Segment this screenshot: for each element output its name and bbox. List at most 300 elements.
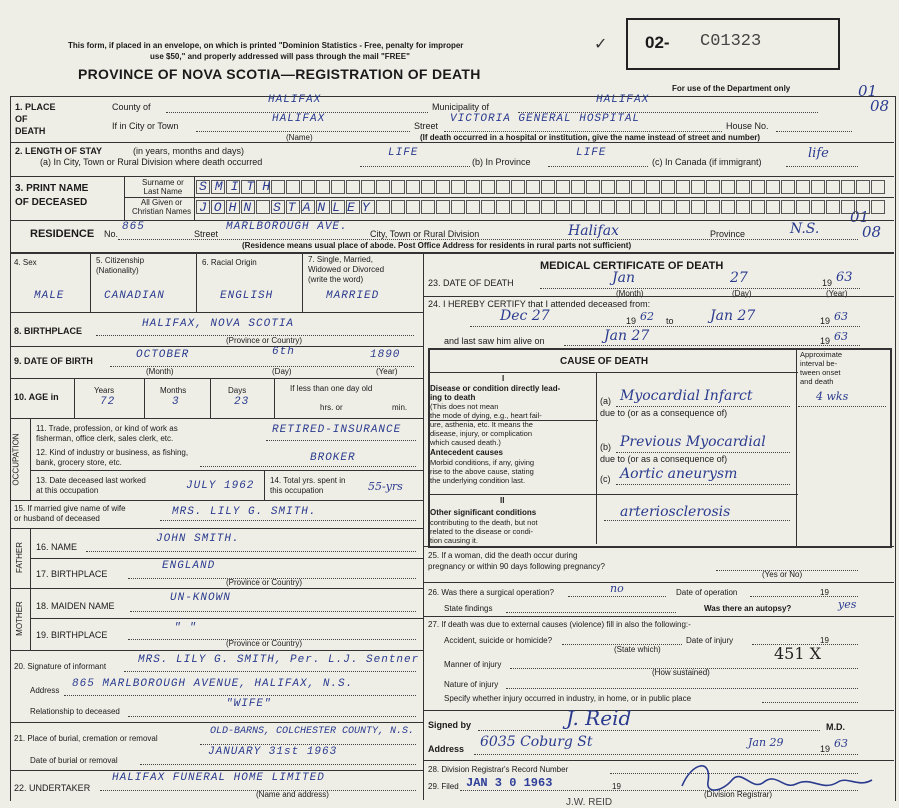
q14-label: 14. Total yrs. spent in this occupation (270, 476, 346, 495)
divider (10, 722, 423, 723)
manner-code: 451 X (774, 644, 822, 663)
name-letter-cell (331, 180, 345, 194)
filed-stamp: JAN 3 0 1963 (466, 776, 553, 790)
dob-month: OCTOBER (136, 349, 190, 361)
divider (10, 378, 423, 379)
sex-label: 4. Sex (14, 258, 37, 267)
divider (30, 558, 423, 559)
dept-code-3: 01 (850, 208, 870, 226)
sex-value: MALE (34, 290, 65, 302)
name-letter-cell (751, 180, 765, 194)
name-letter-cell (421, 180, 435, 194)
disease-label: Disease or condition directly lead- ing to death (430, 384, 561, 402)
name-letter-cell (646, 180, 660, 194)
divider (10, 418, 423, 419)
name-letter-cell (391, 200, 405, 214)
name-letter-cell (511, 180, 525, 194)
residence-province-label: Province (710, 229, 746, 239)
divider (30, 470, 423, 471)
checkmark-icon: ✓ (594, 36, 608, 53)
divider (144, 378, 145, 418)
birthplace-label: 8. BIRTHPLACE (14, 326, 83, 336)
q12-line (200, 466, 416, 467)
age-months: 3 (172, 396, 180, 408)
hospital-note: (If death occurred in a hospital or institution, give the name instead of street and number) (420, 133, 761, 142)
residence-city-label: City, Town or Rural Division (370, 229, 480, 239)
name-letter-cell (451, 180, 465, 194)
name-letter-cell (811, 180, 825, 194)
hrs-label: hrs. or (320, 403, 343, 412)
name-letter-cell (541, 200, 555, 214)
q22-label: 22. UNDERTAKER (14, 783, 91, 793)
divider (264, 470, 265, 500)
dob-label: 9. DATE OF BIRTH (14, 356, 93, 366)
divider (74, 378, 75, 418)
q26-label: 26. Was there a surgical operation? (428, 588, 554, 597)
divider (124, 176, 125, 220)
due-to-b-label: due to (or as a consequence of) (600, 454, 728, 464)
q18-value: UN-KNOWN (170, 592, 231, 604)
q17-caption: (Province or Country) (226, 578, 303, 587)
divider (423, 710, 894, 711)
cause-title: CAUSE OF DEATH (560, 356, 649, 367)
name-letter-cell (421, 200, 435, 214)
street-line (444, 131, 722, 132)
name-letter-cell (571, 180, 585, 194)
name-letter-cell (766, 200, 780, 214)
injury-date-label: Date of injury (686, 636, 734, 645)
surname-value: SMITH (199, 179, 279, 194)
relationship-line (128, 716, 416, 717)
stay-canada-line (786, 166, 858, 167)
city-line (196, 131, 410, 132)
q13-value: JULY 1962 (186, 480, 255, 492)
name-letter-cell (286, 180, 300, 194)
street-label: Street (414, 121, 439, 131)
county-value: HALIFAX (268, 94, 322, 106)
op-date-label: Date of operation (676, 588, 738, 597)
name-letter-cell (631, 200, 645, 214)
name-letter-cell (661, 200, 675, 214)
less-than-day-label: If less than one day old (290, 384, 373, 393)
q19-caption: (Province or Country) (226, 639, 303, 648)
form-number: C01323 (700, 32, 762, 51)
injury-date-prefix: 19 (820, 636, 829, 645)
cause-a-interval: 4 wks (816, 390, 849, 403)
dob-day: 6th (272, 346, 295, 358)
name-letter-cell (811, 200, 825, 214)
name-letter-cell (631, 180, 645, 194)
age-days: 23 (234, 396, 250, 408)
divider (10, 500, 423, 501)
divider (274, 378, 275, 418)
q24-to-label: to (666, 316, 674, 326)
house-no-line (776, 131, 852, 132)
sign-year: 63 (834, 737, 848, 750)
divider (10, 312, 423, 313)
name-letter-cell (721, 200, 735, 214)
name-letter-cell (706, 180, 720, 194)
given-names-label: All Given or Christian Names (132, 198, 192, 216)
cause-c-label: (c) (600, 474, 611, 484)
registrar-caption: (Division Registrar) (704, 790, 773, 799)
signed-line (478, 730, 820, 731)
name-letter-cell (346, 180, 360, 194)
registrar-signature (672, 752, 892, 805)
name-letter-cell (496, 180, 510, 194)
years-label: Years (94, 386, 115, 395)
racial-origin-value: ENGLISH (220, 290, 274, 302)
print-name-label: 3. PRINT NAME OF DECEASED (15, 183, 89, 208)
informant-address: 865 MARLBOROUGH AVENUE, HALIFAX, N.S. (72, 678, 354, 690)
sign-date: Jan 29 (748, 736, 784, 749)
street-value: VICTORIA GENERAL HOSPITAL (450, 113, 641, 125)
birthplace-value: HALIFAX, NOVA SCOTIA (142, 318, 295, 330)
divider (90, 252, 91, 312)
bottom-name: J.W. REID (566, 797, 613, 808)
last-saw-label: and last saw him alive on (444, 336, 545, 346)
divider (10, 142, 894, 143)
divider (596, 372, 597, 544)
name-letter-cell (481, 200, 495, 214)
antecedent-label: Antecedent causes (430, 448, 503, 457)
mother-vertical-label: MOTHER (14, 601, 24, 636)
name-letter-cell (391, 180, 405, 194)
name-letter-cell (316, 180, 330, 194)
name-letter-cell (301, 180, 315, 194)
med-address: 6035 Coburg St (480, 734, 593, 750)
burial-date-line (140, 764, 416, 765)
name-letter-cell (706, 200, 720, 214)
filed-year-prefix: 19 (612, 782, 621, 791)
racial-origin-label: 6. Racial Origin (202, 258, 257, 267)
q23-month: Jan (612, 270, 635, 286)
q16-value: JOHN SMITH. (156, 533, 240, 545)
q17-label: 17. BIRTHPLACE (36, 569, 108, 579)
sign-year-prefix: 19 (820, 744, 831, 754)
cause-b-line (616, 452, 790, 453)
last-saw-year: 63 (834, 330, 848, 343)
other-conditions-label: Other significant conditions (430, 508, 537, 517)
op-date-line (750, 596, 858, 597)
citizenship-label: 5. Citizenship (Nationality) (96, 256, 145, 275)
name-letter-cell (556, 200, 570, 214)
q20-line (124, 671, 416, 672)
divider (423, 546, 894, 547)
q21-label: 21. Place of burial, cremation or removal (14, 734, 158, 743)
q24-to-year: 63 (834, 310, 848, 323)
residence-note: (Residence means usual place of abode. Post Office Address for residents in rural parts not sufficient) (242, 241, 632, 250)
name-letter-cell (586, 180, 600, 194)
name-letter-cell (526, 180, 540, 194)
name-letter-cell (826, 180, 840, 194)
divider (196, 252, 197, 312)
informant-address-label: Address (30, 686, 60, 695)
divider (428, 372, 798, 373)
name-letter-cell (736, 200, 750, 214)
father-vertical-label: FATHER (14, 542, 24, 573)
name-letter-cell (676, 180, 690, 194)
name-letter-cell (856, 200, 870, 214)
municipality-value: HALIFAX (596, 94, 650, 106)
envelope-note-1: This form, if placed in an envelope, on which is printed "Dominion Statistics - Free, penalty for improper (68, 41, 464, 50)
cause-a-label: (a) (600, 396, 611, 406)
name-letter-cell (796, 180, 810, 194)
q23-month-caption: (Month) (616, 289, 644, 298)
length-of-stay-sub: (in years, months and days) (133, 146, 245, 156)
name-letter-cell (406, 180, 420, 194)
cause-c: Aortic aneurysm (620, 466, 738, 482)
marital-value: MARRIED (326, 290, 380, 302)
stay-city-value: LIFE (388, 147, 419, 159)
age-label: 10. AGE in (14, 392, 59, 402)
q24-from: Dec 27 (500, 308, 550, 324)
divider (302, 252, 303, 312)
page-title: PROVINCE OF NOVA SCOTIA—REGISTRATION OF DEATH (78, 66, 481, 82)
column-divider (423, 252, 424, 800)
cause-c-line (616, 484, 790, 485)
divider (10, 770, 423, 771)
name-letter-cell (601, 180, 615, 194)
name-letter-cell (781, 180, 795, 194)
name-letter-cell (616, 200, 630, 214)
q24-from-year: 62 (640, 310, 654, 323)
q23-day: 27 (730, 270, 748, 286)
name-letter-cell (556, 180, 570, 194)
medical-title: MEDICAL CERTIFICATE OF DEATH (540, 260, 724, 272)
house-no-label: House No. (726, 121, 769, 131)
q24-label: 24. I HEREBY CERTIFY that I attended deceased from: (428, 299, 651, 309)
last-saw-prefix: 19 (820, 336, 831, 346)
q19-value: " " (174, 622, 197, 634)
q20-label: 20. Signature of informant (14, 662, 107, 671)
divider (10, 176, 894, 177)
name-letter-cell (856, 180, 870, 194)
relationship-label: Relationship to deceased (30, 707, 120, 716)
residence-line (118, 239, 858, 240)
stay-province-line (548, 166, 648, 167)
name-letter-cell (511, 200, 525, 214)
q13-label: 13. Date deceased last worked at this occupation (36, 476, 146, 495)
last-saw-line (564, 345, 860, 346)
interval-a-line (798, 406, 886, 407)
min-label: min. (392, 403, 408, 412)
divider (124, 197, 894, 198)
q20-value: MRS. LILY G. SMITH, Per. L.J. Sentner (138, 654, 420, 666)
divider (30, 618, 423, 619)
name-letter-cell (436, 180, 450, 194)
q27-label: 27. If death was due to external causes (violence) fill in also the following:- (428, 620, 691, 629)
municipality-label: Municipality of (432, 102, 490, 112)
disease-note: (This does not mean the mode of dying, e.g., heart fail- ure, asthenia, etc. It means the disease, injury, or complication which caused death.) (430, 402, 542, 447)
burial-date-label: Date of burial or removal (30, 756, 118, 765)
name-letter-cell (721, 180, 735, 194)
name-letter-cell (691, 200, 705, 214)
informant-address-line (64, 695, 416, 696)
q12-value: BROKER (310, 452, 356, 464)
name-letter-cell (766, 180, 780, 194)
q24-line (470, 326, 860, 327)
q23-year: 63 (836, 270, 853, 285)
burial-date: JANUARY 31st 1963 (208, 746, 338, 758)
other-line (604, 520, 790, 521)
cause-a-line (616, 406, 790, 407)
q19-label: 19. BIRTHPLACE (36, 630, 108, 640)
divider (10, 650, 423, 651)
q26-value: no (610, 582, 624, 595)
residence-label: RESIDENCE (30, 228, 95, 240)
name-letter-cell (571, 200, 585, 214)
signed-label: Signed by (428, 720, 472, 730)
stay-city-label: (a) In City, Town or Rural Division where death occurred (40, 157, 263, 167)
residence-no-label: No. (104, 229, 119, 239)
residence-province: N.S. (790, 221, 820, 237)
county-label: County of (112, 102, 151, 112)
q24-from-prefix: 19 (626, 316, 637, 326)
name-letter-cell (616, 180, 630, 194)
divider (423, 616, 894, 617)
city-caption: (Name) (286, 133, 313, 142)
q28-label: 28. Division Registrar's Record Number (428, 765, 569, 774)
divider (10, 528, 423, 529)
city-label: If in City or Town (112, 121, 179, 131)
name-letter-cell (841, 180, 855, 194)
q15-line (160, 520, 416, 521)
divider (30, 588, 31, 650)
months-label: Months (160, 386, 187, 395)
name-letter-cell (481, 180, 495, 194)
q21-value: OLD-BARNS, COLCHESTER COUNTY, N.S. (210, 726, 415, 737)
birthplace-caption: (Province or Country) (226, 336, 303, 345)
divider (10, 346, 423, 347)
specify-label: Specify whether injury occurred in industry, in home, or in public place (444, 694, 692, 703)
surname-label: Surname or Last Name (142, 178, 184, 196)
days-label: Days (228, 386, 247, 395)
residence-city: Halifax (568, 223, 619, 239)
q16-label: 16. NAME (36, 542, 78, 552)
name-letter-cell (661, 180, 675, 194)
autopsy-label: Was there an autopsy? (704, 604, 792, 613)
divider (796, 348, 797, 546)
name-letter-cell (826, 200, 840, 214)
residence-no: 865 (122, 221, 145, 233)
q11-value: RETIRED-INSURANCE (272, 424, 402, 436)
name-letter-cell (841, 200, 855, 214)
q23-label: 23. DATE OF DEATH (428, 278, 514, 288)
q23-year-prefix: 19 (822, 278, 833, 288)
q16-line (86, 551, 416, 552)
divider (428, 420, 598, 421)
part-i-label: I (502, 374, 505, 383)
name-letter-cell (736, 180, 750, 194)
name-letter-cell (526, 200, 540, 214)
q23-day-caption: (Day) (732, 289, 752, 298)
accident-label: Accident, suicide or homicide? (444, 636, 553, 645)
name-letter-cell (871, 180, 885, 194)
dept-code-2: 08 (870, 97, 890, 115)
name-letter-cell (406, 200, 420, 214)
findings-line (506, 612, 676, 613)
last-saw: Jan 27 (604, 328, 650, 344)
q25-label: 25. If a woman, did the death occur during pregnancy or within 90 days following pregnancy? (428, 551, 605, 571)
name-letter-cell (586, 200, 600, 214)
given-names-value: JOHN STANLEY (199, 200, 377, 215)
dept-use-label: For use of the Department only (672, 84, 791, 93)
state-which-caption: (State which) (614, 645, 661, 654)
part-ii-label: II (500, 496, 505, 505)
age-years: 72 (100, 396, 116, 408)
nature-label: Nature of injury (444, 680, 499, 689)
stay-canada-label: (c) In Canada (if immigrant) (652, 157, 762, 167)
q25-caption: (Yes or No) (762, 570, 803, 579)
name-letter-cell (376, 180, 390, 194)
stay-province-label: (b) In Province (472, 157, 531, 167)
cause-b-label: (b) (600, 442, 611, 452)
stay-province-value: LIFE (576, 147, 607, 159)
undertaker-caption: (Name and address) (256, 790, 329, 799)
length-of-stay-label: 2. LENGTH OF STAY (15, 146, 103, 156)
name-letter-cell (466, 200, 480, 214)
q15-value: MRS. LILY G. SMITH. (172, 506, 317, 518)
name-letter-cell (691, 180, 705, 194)
citizenship-value: CANADIAN (104, 290, 165, 302)
name-letter-cell (781, 200, 795, 214)
name-letter-cell (796, 200, 810, 214)
q22-value: HALIFAX FUNERAL HOME LIMITED (112, 772, 325, 784)
stay-city-line (360, 166, 470, 167)
residence-street-label: Street (194, 229, 219, 239)
form-number-prefix: 02- (645, 33, 670, 52)
cause-b: Previous Myocardial (620, 434, 766, 450)
specify-line (762, 702, 858, 703)
q29-label: 29. Filed (428, 782, 459, 791)
occupation-vertical-label: OCCUPATION (11, 433, 21, 486)
divider (194, 176, 195, 220)
divider (10, 588, 423, 589)
q17-value: ENGLAND (162, 560, 216, 572)
name-letter-cell (451, 200, 465, 214)
divider (210, 378, 211, 418)
envelope-note-2: use $50," and properly addressed will pass through the mail "FREE" (150, 52, 410, 61)
divider (423, 296, 894, 297)
q12-label: 12. Kind of industry or business, as fishing, bank, grocery store, etc. (36, 448, 189, 467)
name-letter-cell (466, 180, 480, 194)
q21-line (200, 744, 416, 745)
name-letter-cell (676, 200, 690, 214)
other-conditions: arteriosclerosis (620, 504, 731, 520)
med-address-label: Address (428, 744, 465, 754)
q23-year-caption: (Year) (826, 289, 848, 298)
city-value: HALIFAX (272, 113, 326, 125)
name-letter-cell (646, 200, 660, 214)
divider (428, 494, 798, 495)
q18-line (130, 611, 416, 612)
q23-line (540, 288, 860, 289)
signed-value: J. Reid (566, 706, 632, 730)
name-letter-cell (541, 180, 555, 194)
name-letter-cell (601, 200, 615, 214)
name-letter-cell (871, 200, 885, 214)
residence-street: MARLBOROUGH AVE. (226, 221, 348, 233)
name-letter-cell (496, 200, 510, 214)
q11-label: 11. Trade, profession, or kind of work as fisherman, office clerk, sales clerk, etc. (36, 424, 178, 443)
state-findings-label: State findings (444, 604, 493, 613)
dob-year-caption: (Year) (376, 367, 398, 376)
q14-value: 55-yrs (368, 480, 403, 493)
stay-canada-value: life (808, 146, 829, 161)
q11-line (266, 440, 416, 441)
how-caption: (How sustained) (652, 668, 710, 677)
